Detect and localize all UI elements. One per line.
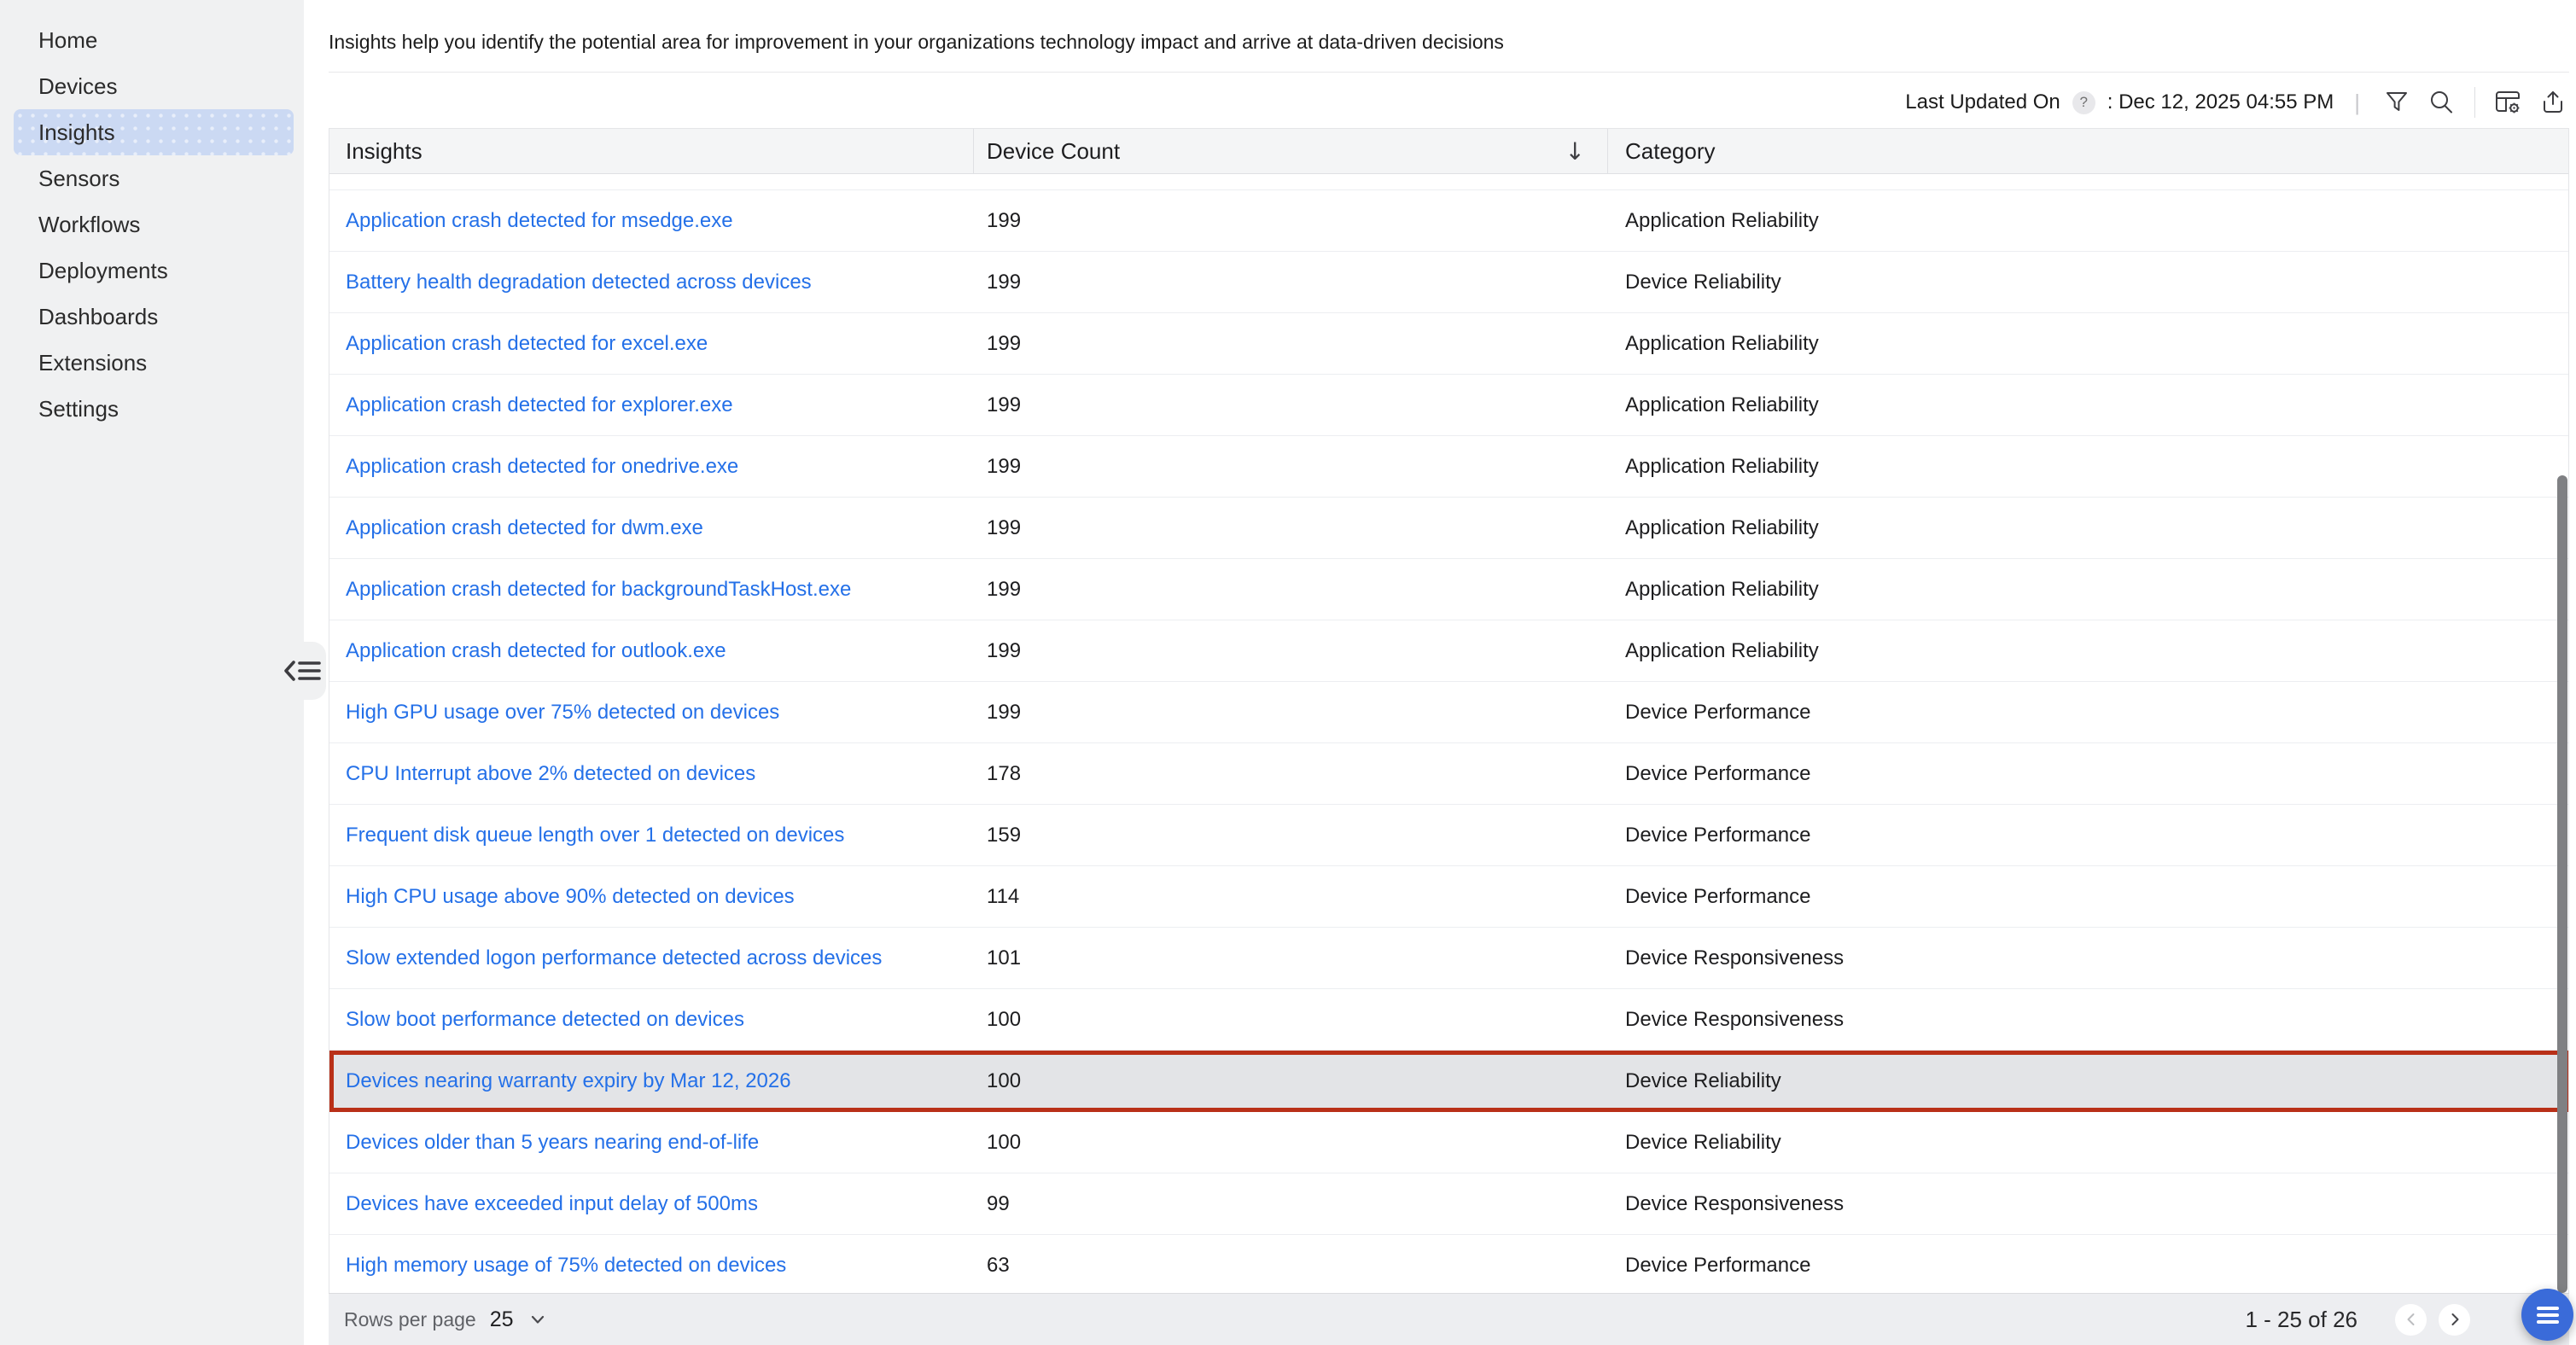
insight-link[interactable]: Application crash detected for excel.exe bbox=[346, 331, 708, 355]
sidebar-item-label: Workflows bbox=[38, 211, 141, 237]
device-count-cell: 159 bbox=[987, 823, 1022, 847]
sidebar bbox=[0, 0, 304, 1345]
hamburger-menu-icon bbox=[2535, 1304, 2561, 1326]
sidebar-item-workflows[interactable] bbox=[14, 201, 294, 247]
table-row[interactable] bbox=[329, 313, 2568, 375]
chevron-right-icon bbox=[2447, 1312, 2462, 1327]
last-updated-label: Last Updated On bbox=[1905, 90, 2060, 114]
column-settings-button[interactable] bbox=[2492, 86, 2525, 119]
category-cell: Application Reliability bbox=[1625, 393, 1819, 416]
next-page-button[interactable] bbox=[2439, 1304, 2470, 1336]
table-row[interactable] bbox=[329, 866, 2568, 928]
header-divider bbox=[329, 72, 2569, 73]
sidebar-item-label: Settings bbox=[38, 395, 119, 422]
device-count-cell: 100 bbox=[987, 1130, 1022, 1154]
toolbar-divider: | bbox=[2354, 89, 2360, 115]
device-count-cell: 199 bbox=[987, 577, 1022, 601]
table-row[interactable] bbox=[329, 1112, 2568, 1173]
category-cell: Device Performance bbox=[1625, 884, 1811, 908]
category-cell: Device Reliability bbox=[1625, 270, 1781, 294]
device-count-cell: 199 bbox=[987, 270, 1022, 294]
sidebar-item-label: Home bbox=[38, 26, 98, 53]
table-settings-icon bbox=[2494, 89, 2523, 116]
device-count-cell: 199 bbox=[987, 393, 1022, 416]
category-cell: Device Reliability bbox=[1625, 1069, 1781, 1092]
sidebar-item-label: Sensors bbox=[38, 165, 120, 191]
pagination-range: 1 - 25 of 26 bbox=[2245, 1306, 2357, 1332]
table-row[interactable] bbox=[329, 1173, 2568, 1235]
category-cell: Device Performance bbox=[1625, 823, 1811, 847]
insight-link[interactable]: Application crash detected for msedge.exe bbox=[346, 208, 733, 232]
insight-link[interactable]: High GPU usage over 75% detected on devices bbox=[346, 700, 780, 724]
table-footer bbox=[329, 1293, 2569, 1345]
category-cell: Application Reliability bbox=[1625, 577, 1819, 601]
insight-link[interactable]: High memory usage of 75% detected on devices bbox=[346, 1253, 787, 1277]
device-count-cell: 63 bbox=[987, 1253, 1010, 1277]
category-cell: Device Responsiveness bbox=[1625, 1191, 1845, 1215]
collapse-sidebar-button[interactable] bbox=[283, 654, 323, 688]
filter-icon bbox=[2383, 89, 2410, 116]
filter-button[interactable] bbox=[2381, 86, 2413, 119]
table-row[interactable] bbox=[329, 989, 2568, 1051]
help-icon[interactable]: ? bbox=[2072, 91, 2095, 114]
table-row[interactable] bbox=[329, 1235, 2568, 1296]
insight-link[interactable]: Devices older than 5 years nearing end-of-life bbox=[346, 1130, 760, 1154]
sidebar-item-insights[interactable] bbox=[14, 109, 294, 155]
device-count-cell: 114 bbox=[987, 884, 1020, 908]
floating-menu-button[interactable] bbox=[2521, 1289, 2573, 1341]
column-header-device-count[interactable]: Device Count ↓ bbox=[974, 129, 1608, 173]
category-cell: Application Reliability bbox=[1625, 638, 1819, 662]
sidebar-item-devices[interactable] bbox=[14, 63, 294, 109]
category-cell: Device Reliability bbox=[1625, 1130, 1781, 1154]
category-cell: Device Performance bbox=[1625, 700, 1811, 724]
category-cell: Application Reliability bbox=[1625, 515, 1819, 539]
category-cell: Application Reliability bbox=[1625, 331, 1819, 355]
table-row[interactable] bbox=[329, 190, 2568, 252]
insight-link[interactable]: Application crash detected for explorer.exe bbox=[346, 393, 733, 416]
insight-link[interactable]: Battery health degradation detected across devices bbox=[346, 270, 812, 294]
column-header-insights[interactable]: Insights bbox=[329, 129, 974, 173]
sidebar-item-dashboards[interactable] bbox=[14, 294, 294, 340]
category-cell: Device Performance bbox=[1625, 761, 1811, 785]
device-count-cell: 199 bbox=[987, 700, 1022, 724]
table-body bbox=[329, 190, 2568, 1296]
sidebar-item-extensions[interactable] bbox=[14, 340, 294, 386]
table-row[interactable] bbox=[329, 928, 2568, 989]
search-button[interactable] bbox=[2425, 86, 2457, 119]
insight-link[interactable]: Devices have exceeded input delay of 500ms bbox=[346, 1191, 758, 1215]
insights-table bbox=[329, 128, 2569, 1296]
table-header-row bbox=[329, 129, 2568, 174]
sidebar-nav-list bbox=[0, 0, 304, 432]
device-count-cell: 199 bbox=[987, 515, 1022, 539]
sidebar-item-deployments[interactable] bbox=[14, 247, 294, 294]
insight-link[interactable]: Application crash detected for dwm.exe bbox=[346, 515, 703, 539]
search-icon bbox=[2427, 89, 2455, 116]
partially-scrolled-row bbox=[329, 174, 2568, 190]
table-row[interactable] bbox=[329, 620, 2568, 682]
table-row[interactable] bbox=[329, 252, 2568, 313]
table-row[interactable] bbox=[329, 559, 2568, 620]
device-count-cell: 199 bbox=[987, 208, 1022, 232]
device-count-cell: 101 bbox=[987, 946, 1022, 969]
insight-link[interactable]: Application crash detected for onedrive.exe bbox=[346, 454, 739, 478]
insight-link[interactable]: Frequent disk queue length over 1 detected on devices bbox=[346, 823, 845, 847]
device-count-cell: 100 bbox=[987, 1007, 1022, 1031]
category-cell: Application Reliability bbox=[1625, 208, 1819, 232]
toolbar bbox=[1905, 82, 2569, 123]
category-cell: Device Responsiveness bbox=[1625, 1007, 1845, 1031]
table-row[interactable] bbox=[329, 682, 2568, 743]
sidebar-item-home[interactable] bbox=[14, 17, 294, 63]
sidebar-item-settings[interactable] bbox=[14, 386, 294, 432]
insight-link[interactable]: Devices nearing warranty expiry by Mar 12, 2026 bbox=[346, 1069, 791, 1092]
chevron-left-icon bbox=[2404, 1312, 2419, 1327]
category-cell: Device Performance bbox=[1625, 1253, 1811, 1277]
previous-page-button[interactable] bbox=[2395, 1304, 2427, 1336]
sidebar-item-label: Devices bbox=[38, 73, 118, 99]
rows-per-page-control[interactable] bbox=[329, 1307, 548, 1332]
device-count-cell: 199 bbox=[987, 454, 1022, 478]
table-row-highlighted[interactable] bbox=[329, 1051, 2568, 1112]
device-count-cell: 100 bbox=[987, 1069, 1022, 1092]
sidebar-item-label: Dashboards bbox=[38, 303, 159, 329]
export-button[interactable] bbox=[2537, 86, 2569, 119]
insight-link[interactable]: Application crash detected for outlook.exe bbox=[346, 638, 726, 662]
export-icon bbox=[2539, 89, 2567, 116]
main-content bbox=[304, 0, 2576, 1345]
table-row[interactable] bbox=[329, 436, 2568, 498]
sidebar-item-label: Extensions bbox=[38, 349, 148, 376]
page-description: Insights help you identify the potential area for improvement in your organizations technology impact and arrive at data-driven decisions bbox=[329, 31, 1504, 53]
table-row[interactable] bbox=[329, 743, 2568, 805]
insight-link[interactable]: High CPU usage above 90% detected on devices bbox=[346, 884, 795, 908]
insight-link[interactable]: Slow extended logon performance detected across devices bbox=[346, 946, 883, 969]
chevron-down-icon[interactable] bbox=[527, 1309, 548, 1330]
insight-link[interactable]: Slow boot performance detected on devices bbox=[346, 1007, 744, 1031]
insight-link[interactable]: CPU Interrupt above 2% detected on devices bbox=[346, 761, 756, 785]
vertical-scrollbar-thumb[interactable] bbox=[2557, 475, 2567, 1293]
pagination bbox=[2245, 1304, 2569, 1336]
category-cell: Device Responsiveness bbox=[1625, 946, 1845, 969]
device-count-cell: 178 bbox=[987, 761, 1022, 785]
device-count-cell: 99 bbox=[987, 1191, 1010, 1215]
sidebar-item-sensors[interactable] bbox=[14, 155, 294, 201]
sidebar-item-label: Deployments bbox=[38, 257, 168, 283]
category-cell: Application Reliability bbox=[1625, 454, 1819, 478]
rows-per-page-label: Rows per page bbox=[344, 1307, 476, 1330]
column-header-category[interactable]: Category bbox=[1625, 137, 1716, 164]
table-row[interactable] bbox=[329, 375, 2568, 436]
table-row[interactable] bbox=[329, 498, 2568, 559]
collapse-sidebar-icon bbox=[283, 655, 323, 687]
device-count-cell: 199 bbox=[987, 638, 1022, 662]
insight-link[interactable]: Application crash detected for backgroundTaskHost.exe bbox=[346, 577, 852, 601]
rows-per-page-value: 25 bbox=[489, 1307, 514, 1331]
device-count-cell: 199 bbox=[987, 331, 1022, 355]
sort-descending-icon[interactable]: ↓ bbox=[1565, 137, 1585, 166]
toolbar-separator bbox=[2474, 87, 2475, 118]
sidebar-item-label: Insights bbox=[38, 119, 115, 145]
last-updated-value: : Dec 12, 2025 04:55 PM bbox=[2107, 90, 2334, 114]
table-row[interactable] bbox=[329, 805, 2568, 866]
